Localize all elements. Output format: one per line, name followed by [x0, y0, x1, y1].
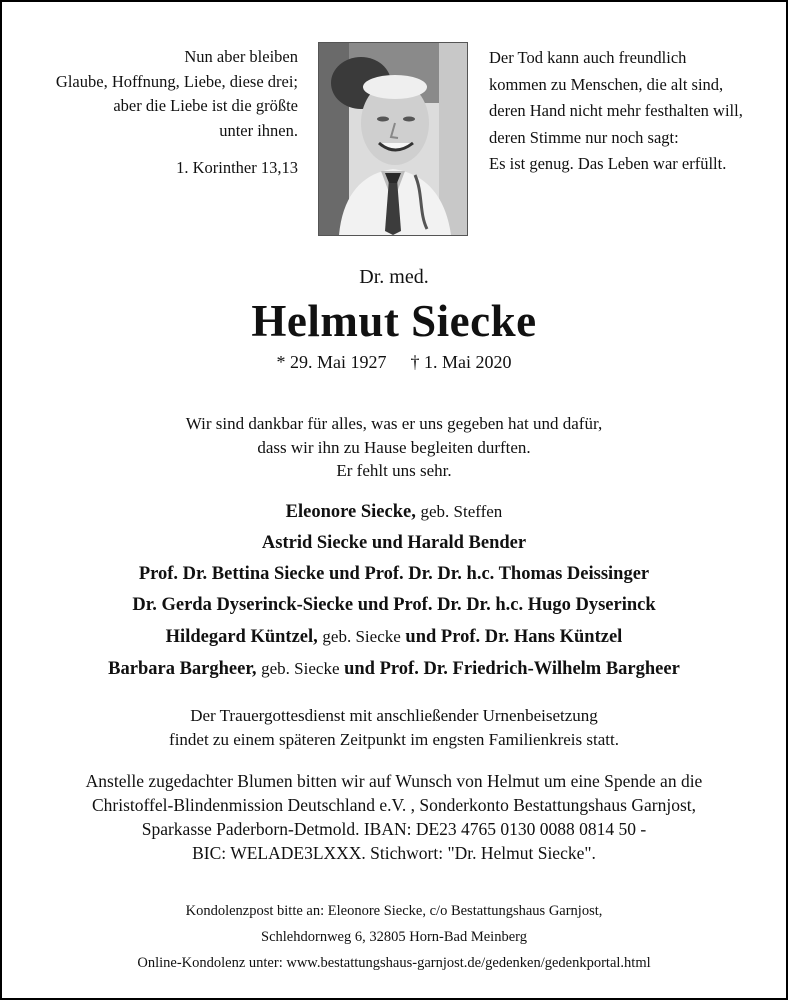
- mourner-line: Dr. Gerda Dyserinck-Siecke und Prof. Dr. Dr. h.c. Hugo Dyserinck: [132, 595, 656, 615]
- mourner-line: Astrid Siecke und Harald Bender: [261, 533, 527, 553]
- condolence-line: Kondolenzpost bitte an: Eleonore Siecke, c/o Bestattungshaus Garnjost,: [185, 903, 603, 919]
- donation-line: Sparkasse Paderborn-Detmold. IBAN: DE23 4765 0130 0088 0814 50 -: [141, 819, 647, 839]
- thanks-text: [2, 412, 786, 483]
- poem-line: deren Hand nicht mehr festhalten will,: [489, 101, 743, 120]
- poem-line: Es ist genug. Das Leben war erfüllt.: [489, 154, 727, 173]
- maiden-name: geb. Steffen: [420, 502, 503, 521]
- portrait-photo: [318, 42, 468, 236]
- deceased-name: Helmut Siecke: [251, 296, 537, 346]
- mourner-name: Hildegard Küntzel,: [165, 627, 318, 647]
- thanks-line: dass wir ihn zu Hause begleiten durften.: [257, 437, 531, 457]
- service-line: findet zu einem späteren Zeitpunkt im engsten Familienkreis statt.: [169, 730, 619, 749]
- service-line: Der Trauergottesdienst mit anschließender Urnenbeisetzung: [190, 706, 598, 725]
- death-date: † 1. Mai 2020: [410, 352, 512, 372]
- donation-line: BIC: WELADE3LXXX. Stichwort: "Dr. Helmut Siecke".: [192, 843, 596, 863]
- poem-line: Der Tod kann auch freundlich: [489, 48, 687, 67]
- portrait-illustration: [319, 43, 467, 235]
- mourner-partner: und Prof. Dr. Friedrich-Wilhelm Bargheer: [344, 659, 680, 679]
- mourner-name: Barbara Bargheer,: [108, 659, 257, 679]
- donation-notice: [2, 769, 786, 865]
- donation-line: Anstelle zugedachter Blumen bitten wir auf Wunsch von Helmut um eine Spende an die: [85, 771, 703, 791]
- donation-line: Christoffel-Blindenmission Deutschland e.V. , Sonderkonto Bestattungshaus Garnjost,: [91, 795, 697, 815]
- mourner-line: [2, 496, 786, 528]
- poem-line: kommen zu Menschen, die alt sind,: [489, 74, 724, 94]
- maiden-name: geb. Siecke: [261, 659, 340, 678]
- condolence-line: Schlehdornweg 6, 32805 Horn-Bad Meinberg: [261, 929, 527, 945]
- verse-reference: 1. Korinther 13,13: [176, 158, 298, 177]
- condolence-url: Online-Kondolenz unter: www.bestattungshaus-garnjost.de/gedenken/gedenkportal.html: [137, 955, 651, 971]
- verse-line: aber die Liebe ist die größte: [113, 96, 298, 115]
- mourners-list: [2, 496, 786, 685]
- verse-line: Nun aber bleiben: [184, 47, 298, 66]
- bible-verse: [8, 45, 298, 181]
- poem-line: deren Stimme nur noch sagt:: [489, 127, 679, 147]
- service-notice: [2, 704, 786, 752]
- mourner-line: [2, 621, 786, 653]
- mourner-line: Prof. Dr. Bettina Siecke und Prof. Dr. Dr. h.c. Thomas Deissinger: [138, 564, 650, 584]
- maiden-name: geb. Siecke: [322, 627, 401, 646]
- mourner-partner: und Prof. Dr. Hans Küntzel: [405, 627, 623, 647]
- title-prefix: Dr. med.: [359, 266, 429, 288]
- thanks-line: Er fehlt uns sehr.: [336, 461, 452, 480]
- condolence-info: [2, 898, 786, 976]
- mourner-name: Eleonore Siecke,: [285, 502, 416, 522]
- thanks-line: Wir sind dankbar für alles, was er uns gegeben hat und dafür,: [185, 414, 603, 433]
- birth-date: * 29. Mai 1927: [276, 352, 387, 372]
- verse-line: unter ihnen.: [219, 120, 298, 140]
- poem: [489, 45, 769, 178]
- mourner-line: [2, 653, 786, 685]
- life-dates: [2, 352, 786, 373]
- verse-line: Glaube, Hoffnung, Liebe, diese drei;: [55, 71, 298, 91]
